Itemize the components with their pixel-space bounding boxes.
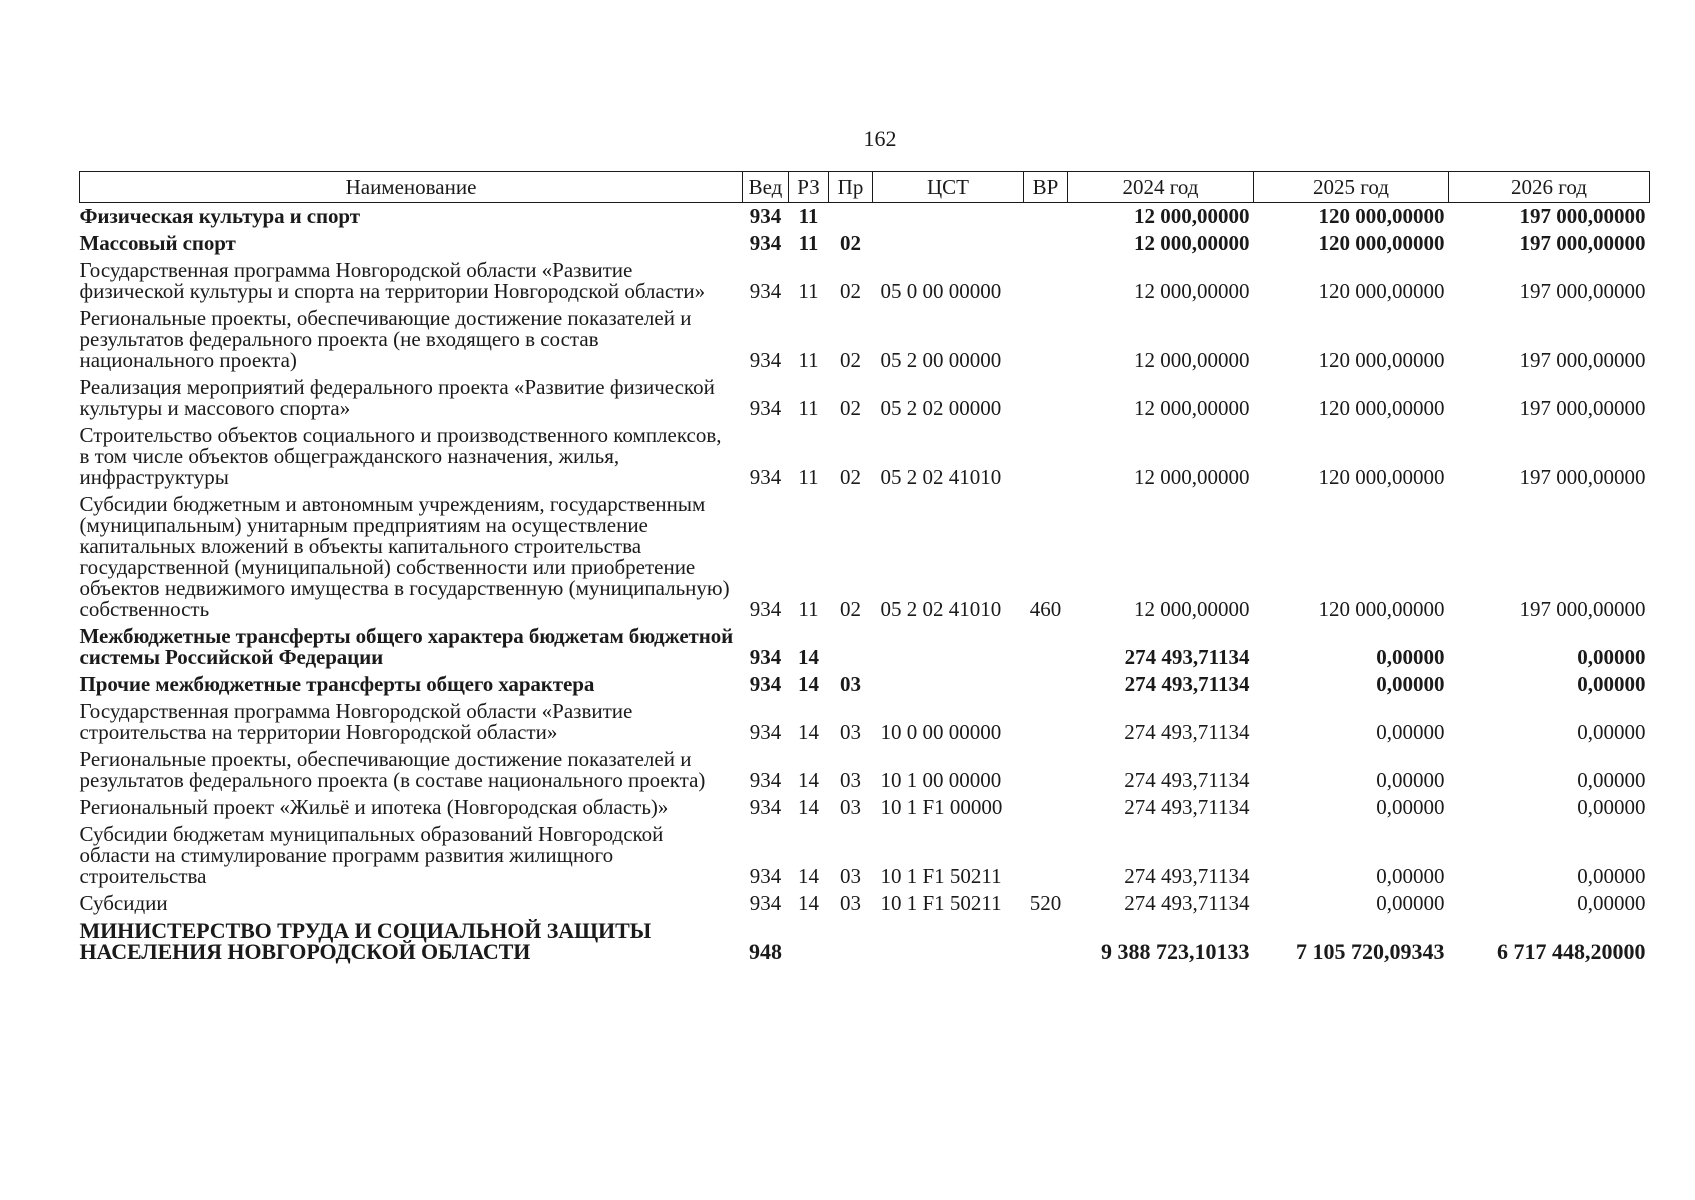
row-2024: 12 000,00000	[1134, 204, 1250, 228]
row-rz: 11	[798, 231, 819, 255]
row-cst: 10 1 F1 00000	[880, 795, 1003, 819]
row-cst: 10 0 00 00000	[880, 720, 1002, 744]
row-vr: 460	[1029, 597, 1062, 621]
table-row	[80, 491, 1650, 623]
row-vr	[1024, 422, 1068, 491]
header-ved: Вед	[743, 172, 789, 203]
row-2026: 197 000,00000	[1519, 279, 1646, 303]
row-2025: 0,00000	[1376, 672, 1445, 696]
row-2026: 0,00000	[1577, 768, 1646, 792]
row-pr: 02	[840, 396, 861, 420]
row-2026: 0,00000	[1577, 795, 1646, 819]
row-rz: 11	[798, 279, 819, 303]
row-2025: 0,00000	[1376, 891, 1445, 915]
table-body	[80, 203, 1650, 966]
row-rz: 11	[798, 597, 819, 621]
row-2024: 12 000,00000	[1134, 279, 1250, 303]
row-rz: 14	[798, 672, 819, 696]
table-row	[80, 422, 1650, 491]
table-row	[80, 794, 1650, 821]
row-2026: 0,00000	[1577, 720, 1646, 744]
row-2025: 120 000,00000	[1318, 204, 1445, 228]
row-cst: 10 1 00 00000	[880, 768, 1002, 792]
row-cst: 05 2 02 41010	[880, 597, 1002, 621]
row-ved: 934	[749, 597, 782, 621]
row-vr	[1024, 230, 1068, 257]
row-2025: 0,00000	[1376, 864, 1445, 888]
table-row	[80, 890, 1650, 917]
header-cst: ЦСТ	[873, 172, 1024, 203]
row-2025: 0,00000	[1376, 795, 1445, 819]
row-cst	[873, 230, 1024, 257]
row-ved: 934	[749, 231, 782, 255]
row-2025: 0,00000	[1376, 720, 1445, 744]
row-2025: 0,00000	[1376, 645, 1445, 669]
row-name: Региональные проекты, обеспечивающие достижение показателей и результатов федерального проекта (не входящего в состав национального проекта)	[79, 306, 692, 372]
header-rz: РЗ	[789, 172, 829, 203]
row-pr: 03	[840, 768, 861, 792]
row-ved: 934	[749, 864, 782, 888]
row-2024: 12 000,00000	[1134, 348, 1250, 372]
row-2024: 9 388 723,10133	[1101, 939, 1250, 964]
row-vr	[1024, 917, 1068, 965]
row-2024: 274 493,71134	[1124, 672, 1250, 696]
row-name: Региональные проекты, обеспечивающие достижение показателей и результатов федерального проекта (в составе национального проекта)	[79, 747, 706, 792]
row-2024: 274 493,71134	[1124, 864, 1250, 888]
header-2024: 2024 год	[1068, 172, 1254, 203]
row-rz: 11	[798, 396, 819, 420]
row-2026: 197 000,00000	[1519, 204, 1646, 228]
row-name: Строительство объектов социального и производственного комплексов, в том числе объектов общегражданского назначения, жилья, инфраструктуры	[79, 423, 722, 489]
row-pr: 02	[840, 231, 861, 255]
table-row	[80, 746, 1650, 794]
row-2026: 0,00000	[1577, 645, 1646, 669]
row-2025: 120 000,00000	[1318, 231, 1445, 255]
table-row	[80, 374, 1650, 422]
row-2024: 274 493,71134	[1124, 891, 1250, 915]
row-2024: 12 000,00000	[1134, 231, 1250, 255]
row-2025: 120 000,00000	[1318, 348, 1445, 372]
row-cst: 05 2 02 41010	[880, 465, 1002, 489]
row-pr	[829, 623, 873, 671]
row-ved: 934	[749, 279, 782, 303]
row-ved: 934	[749, 465, 782, 489]
row-vr	[1024, 794, 1068, 821]
row-cst: 05 2 02 00000	[880, 396, 1002, 420]
row-2026: 197 000,00000	[1519, 231, 1646, 255]
row-pr	[829, 203, 873, 231]
table-row	[80, 623, 1650, 671]
row-rz: 14	[798, 795, 819, 819]
row-name: Реализация мероприятий федерального проекта «Развитие физической культуры и массового спорта»	[79, 375, 715, 420]
row-vr	[1024, 821, 1068, 890]
header-2026: 2026 год	[1449, 172, 1650, 203]
row-pr: 03	[840, 672, 861, 696]
row-2024: 12 000,00000	[1134, 465, 1250, 489]
row-pr: 02	[840, 279, 861, 303]
row-2025: 120 000,00000	[1318, 597, 1445, 621]
page-number: 162	[863, 126, 897, 151]
row-rz: 14	[798, 864, 819, 888]
row-name: Физическая культура и спорт	[79, 204, 360, 228]
header-pr: Пр	[829, 172, 873, 203]
row-vr	[1024, 671, 1068, 698]
row-2024: 274 493,71134	[1124, 768, 1250, 792]
row-pr: 03	[840, 864, 861, 888]
row-rz: 11	[798, 204, 819, 228]
table-row	[80, 698, 1650, 746]
row-2024: 12 000,00000	[1134, 597, 1250, 621]
row-2025: 120 000,00000	[1318, 465, 1445, 489]
row-ved: 934	[749, 720, 782, 744]
row-name: Субсидии бюджетам муниципальных образований Новгородской области на стимулирование программ развития жилищного строительства	[79, 822, 664, 888]
row-ved: 934	[749, 891, 782, 915]
row-pr: 03	[840, 720, 861, 744]
row-name: Субсидии бюджетным и автономным учреждениям, государственным (муниципальным) унитарным предприятиям на осуществление капитальных вложений в объекты капитального строительства государственной (муниципальной) собственности или приобретение объектов недвижимого имущества в государственную (муниципальную) собственность	[79, 492, 730, 621]
row-2025: 0,00000	[1376, 768, 1445, 792]
row-pr: 02	[840, 348, 861, 372]
row-name: Государственная программа Новгородской области «Развитие физической культуры и спорта на территории Новгородской области»	[79, 258, 706, 303]
row-ved: 934	[749, 795, 782, 819]
table-row	[80, 257, 1650, 305]
row-ved: 934	[749, 204, 782, 228]
row-ved: 934	[749, 672, 782, 696]
row-2026: 197 000,00000	[1519, 597, 1646, 621]
row-pr: 03	[840, 891, 861, 915]
row-pr: 02	[840, 597, 861, 621]
row-2025: 120 000,00000	[1318, 396, 1445, 420]
row-ved: 934	[749, 348, 782, 372]
row-2026: 197 000,00000	[1519, 465, 1646, 489]
row-2026: 0,00000	[1577, 891, 1646, 915]
table-row	[80, 917, 1650, 965]
row-rz: 11	[798, 465, 819, 489]
row-2025: 120 000,00000	[1318, 279, 1445, 303]
row-2026: 0,00000	[1577, 864, 1646, 888]
row-cst	[873, 917, 1024, 965]
row-vr	[1024, 698, 1068, 746]
row-vr	[1024, 257, 1068, 305]
row-name: Межбюджетные трансферты общего характера бюджетам бюджетной системы Российской Федерации	[79, 624, 734, 669]
row-ved: 934	[749, 768, 782, 792]
row-vr: 520	[1029, 891, 1062, 915]
row-ved: 948	[749, 939, 782, 964]
row-2024: 12 000,00000	[1134, 396, 1250, 420]
table-row	[80, 305, 1650, 374]
row-cst	[873, 671, 1024, 698]
row-rz: 14	[798, 720, 819, 744]
row-name: Субсидии	[79, 891, 168, 915]
table-row	[80, 821, 1650, 890]
row-rz: 14	[798, 645, 819, 669]
row-ved: 934	[749, 645, 782, 669]
row-vr	[1024, 623, 1068, 671]
budget-table	[79, 171, 1650, 965]
row-cst	[873, 623, 1024, 671]
row-cst: 05 0 00 00000	[880, 279, 1002, 303]
row-cst: 10 1 F1 50211	[880, 864, 1002, 888]
row-vr	[1024, 203, 1068, 231]
row-name: Государственная программа Новгородской области «Развитие строительства на территории Новгородской области»	[79, 699, 633, 744]
row-2024: 274 493,71134	[1124, 795, 1250, 819]
header-name: Наименование	[80, 172, 743, 203]
table-row	[80, 203, 1650, 231]
row-2024: 274 493,71134	[1124, 645, 1250, 669]
row-2024: 274 493,71134	[1124, 720, 1250, 744]
row-cst: 05 2 00 00000	[880, 348, 1002, 372]
table-row	[80, 671, 1650, 698]
row-name: Региональный проект «Жильё и ипотека (Новгородская область)»	[79, 795, 669, 819]
row-name: Прочие межбюджетные трансферты общего характера	[79, 672, 595, 696]
header-vr: ВР	[1024, 172, 1068, 203]
row-cst	[873, 203, 1024, 231]
row-name: МИНИСТЕРСТВО ТРУДА И СОЦИАЛЬНОЙ ЗАЩИТЫ НАСЕЛЕНИЯ НОВГОРОДСКОЙ ОБЛАСТИ	[79, 918, 652, 964]
row-rz: 14	[798, 768, 819, 792]
row-vr	[1024, 746, 1068, 794]
row-name: Массовый спорт	[79, 231, 236, 255]
row-pr: 03	[840, 795, 861, 819]
row-ved: 934	[749, 396, 782, 420]
row-vr	[1024, 374, 1068, 422]
row-rz: 11	[798, 348, 819, 372]
row-rz	[789, 917, 829, 965]
row-2026: 6 717 448,20000	[1497, 939, 1646, 964]
table-row	[80, 230, 1650, 257]
row-2026: 197 000,00000	[1519, 396, 1646, 420]
row-vr	[1024, 305, 1068, 374]
header-2025: 2025 год	[1254, 172, 1449, 203]
row-2025: 7 105 720,09343	[1296, 939, 1445, 964]
row-pr	[829, 917, 873, 965]
row-2026: 197 000,00000	[1519, 348, 1646, 372]
row-rz: 14	[798, 891, 819, 915]
row-2026: 0,00000	[1577, 672, 1646, 696]
table-header-row	[80, 172, 1650, 203]
row-pr: 02	[840, 465, 861, 489]
row-cst: 10 1 F1 50211	[880, 891, 1002, 915]
